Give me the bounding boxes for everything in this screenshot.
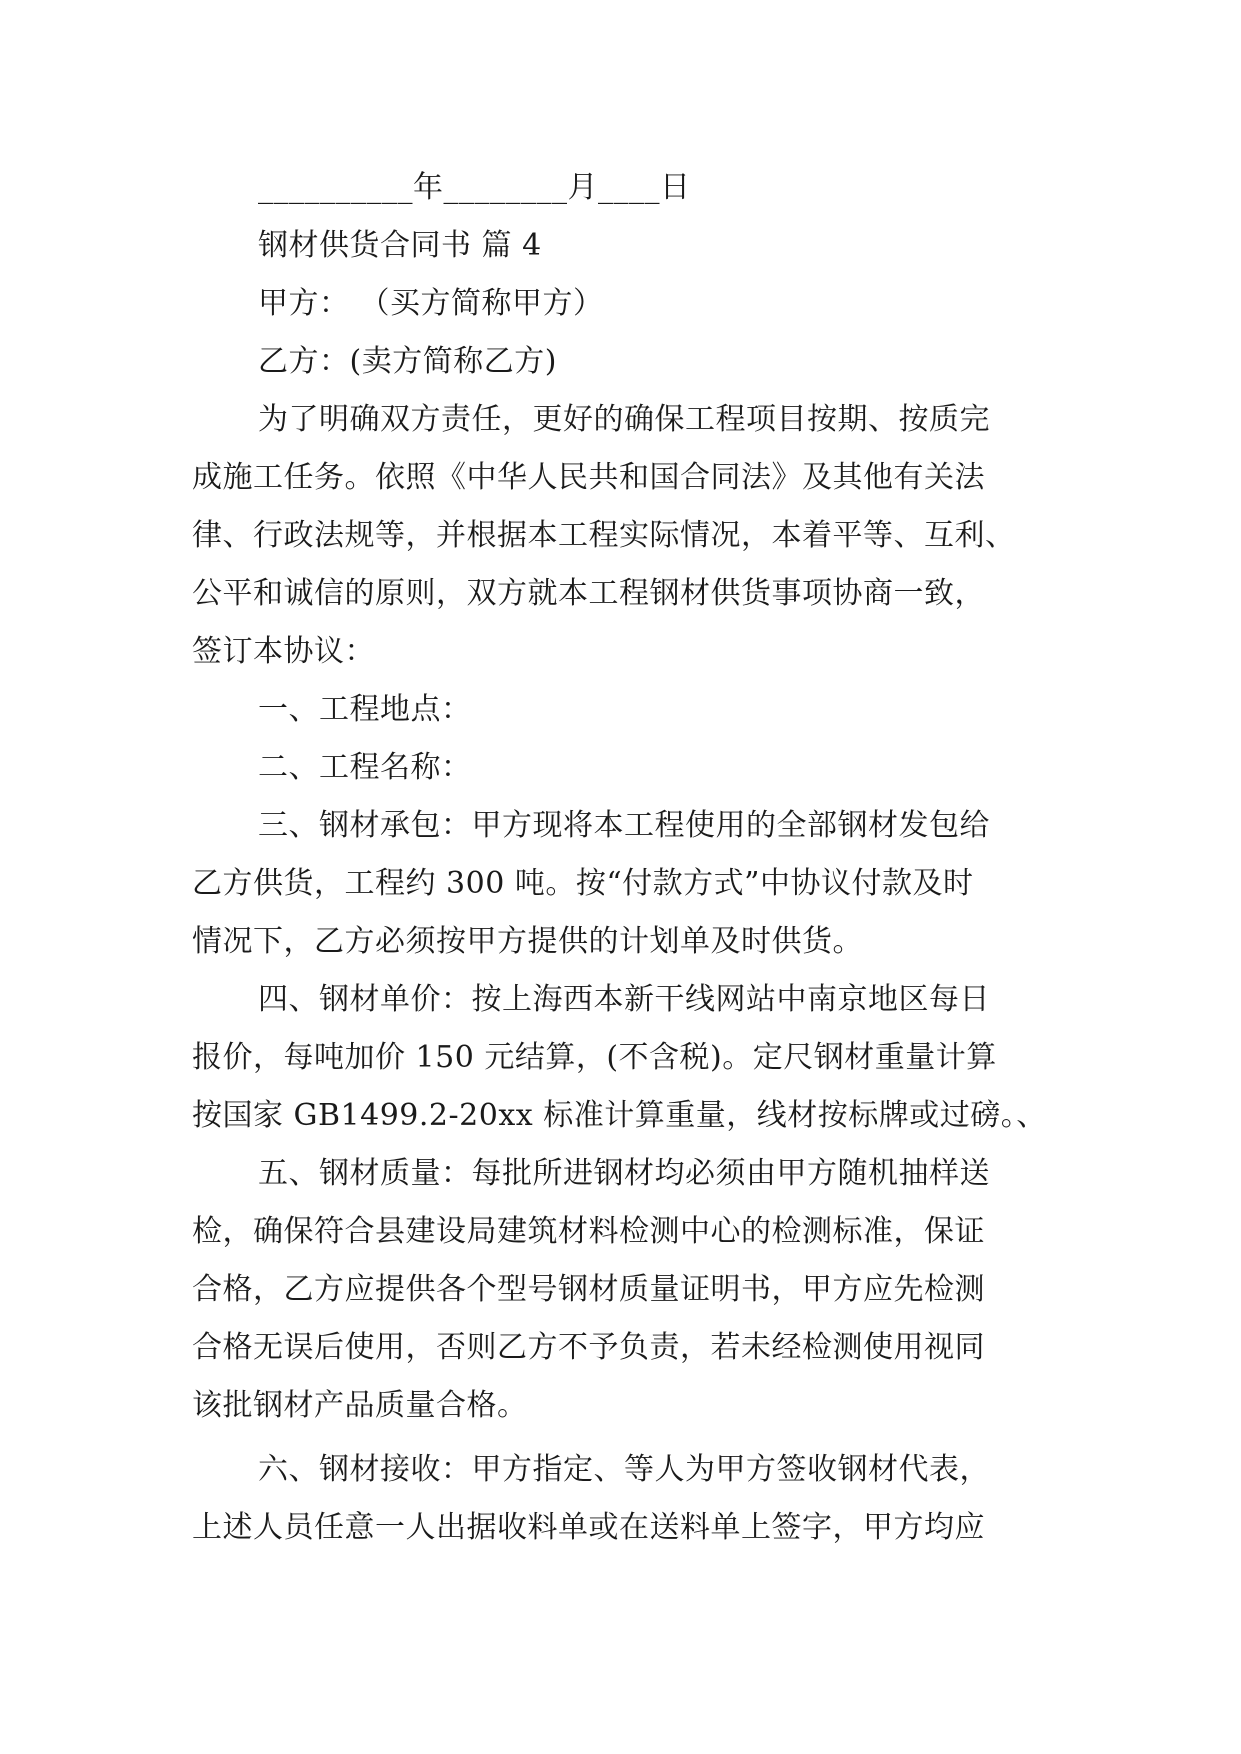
clause-5-line: 五、钢材质量：每批所进钢材均必须由甲方随机抽样送 <box>258 1156 990 1191</box>
clause-2-line: 二、工程名称： <box>258 750 472 785</box>
body-line: 报价，每吨加价 150 元结算，(不含税)。定尺钢材重量计算 <box>192 1040 997 1075</box>
body-line: 律、行政法规等，并根据本工程实际情况，本着平等、互利、 <box>192 518 1016 553</box>
party-b-line: 乙方：(卖方简称乙方) <box>258 344 557 379</box>
document-heading: 钢材供货合同书 篇 4 <box>258 228 542 263</box>
body-line: 成施工任务。依照《中华人民共和国合同法》及其他有关法 <box>192 460 985 495</box>
clause-6-line: 六、钢材接收：甲方指定、等人为甲方签收钢材代表， <box>258 1452 990 1487</box>
party-a-line: 甲方： （买方简称甲方） <box>258 286 604 321</box>
date-line: __________年________月____日 <box>258 170 691 205</box>
clause-4-line: 四、钢材单价：按上海西本新干线网站中南京地区每日 <box>258 982 990 1017</box>
body-line: 按国家 GB1499.2-20xx 标准计算重量，线材按标牌或过磅。、 <box>192 1098 1047 1133</box>
body-line: 乙方供货，工程约 300 吨。按“付款方式”中协议付款及时 <box>192 866 974 901</box>
body-line: 情况下，乙方必须按甲方提供的计划单及时供货。 <box>192 924 863 959</box>
body-line: 检，确保符合县建设局建筑材料检测中心的检测标准，保证 <box>192 1214 985 1249</box>
clause-3-line: 三、钢材承包：甲方现将本工程使用的全部钢材发包给 <box>258 808 990 843</box>
body-line: 为了明确双方责任，更好的确保工程项目按期、按质完 <box>258 402 990 437</box>
body-line: 公平和诚信的原则，双方就本工程钢材供货事项协商一致， <box>192 576 985 611</box>
body-line: 该批钢材产品质量合格。 <box>192 1388 528 1423</box>
clause-1-line: 一、工程地点： <box>258 692 472 727</box>
body-line: 上述人员任意一人出据收料单或在送料单上签字，甲方均应 <box>192 1510 985 1545</box>
body-line: 合格无误后使用，否则乙方不予负责，若未经检测使用视同 <box>192 1330 985 1365</box>
body-line: 合格，乙方应提供各个型号钢材质量证明书，甲方应先检测 <box>192 1272 985 1307</box>
body-line: 签订本协议： <box>192 634 375 669</box>
